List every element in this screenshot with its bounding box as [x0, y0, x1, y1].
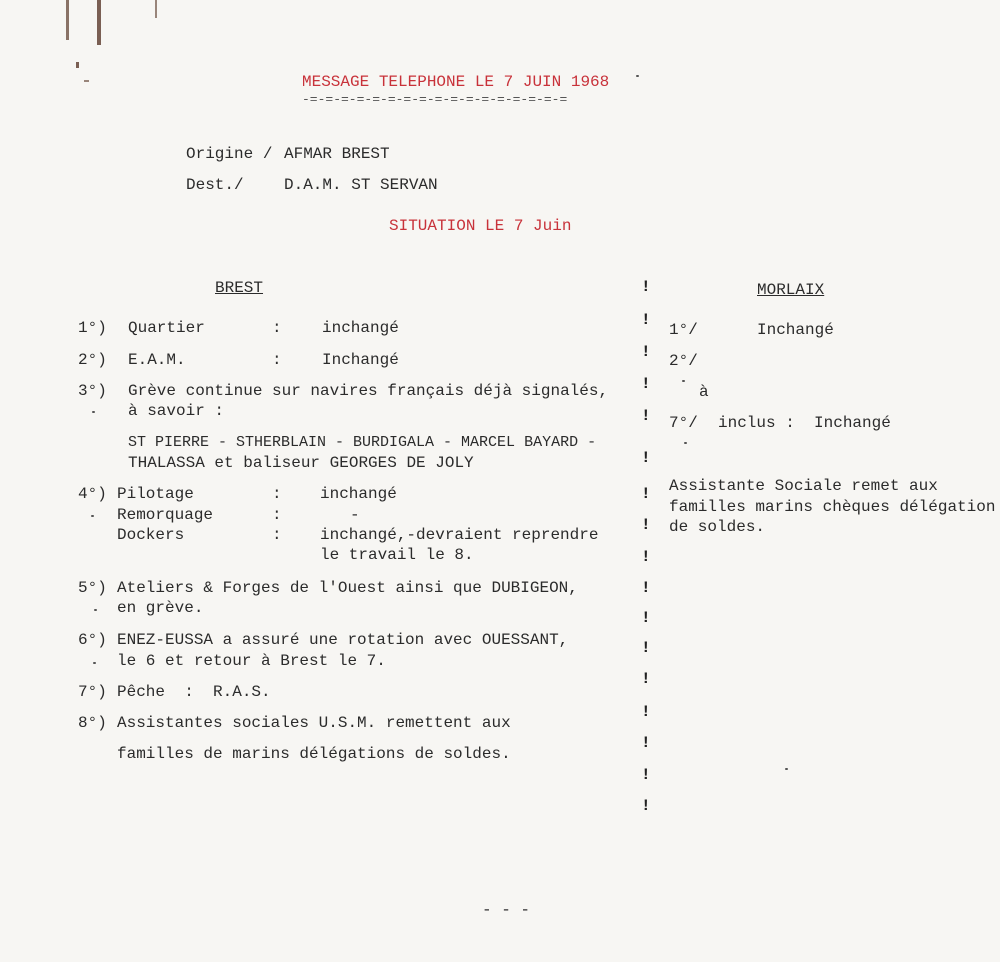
origin-value: AFMAR BREST [284, 145, 390, 163]
item-number: 1°/ [669, 321, 698, 339]
item-number: 6°) [78, 631, 107, 649]
paper-speck [785, 768, 788, 770]
title-underline: -=-=-=-=-=-=-=-=-=-=-=-=-=-=-=-=-= [302, 92, 568, 107]
brest-heading: BREST [215, 279, 264, 297]
column-divider: ! [641, 609, 651, 627]
column-divider: ! [641, 670, 651, 688]
column-divider: ! [641, 516, 651, 534]
column-divider: ! [641, 734, 651, 752]
column-divider: ! [641, 278, 651, 296]
column-divider: ! [641, 407, 651, 425]
page-footer: - - - [482, 901, 531, 919]
paper-speck [636, 75, 639, 77]
item-label: Dockers [117, 526, 185, 544]
item-text: Pêche : R.A.S. [117, 683, 271, 701]
paper-mark [97, 0, 101, 45]
item-number: 3°) [78, 382, 107, 400]
item-text: Assistantes sociales U.S.M. remettent aux [117, 714, 511, 732]
item-text: ENEZ-EUSSA a assuré une rotation avec OUESSANT, [117, 631, 569, 649]
paper-mark [84, 80, 89, 82]
paper-mark [155, 0, 157, 18]
column-divider: ! [641, 311, 651, 329]
item-value: Inchangé [322, 351, 399, 369]
paper-speck [682, 380, 685, 382]
column-divider: ! [641, 766, 651, 784]
paper-speck [93, 662, 96, 664]
column-divider: ! [641, 375, 651, 393]
item-number: 2°/ [669, 352, 698, 370]
item-number: 8°) [78, 714, 107, 732]
item-number: 2°) [78, 351, 107, 369]
morlaix-note: de soldes. [669, 518, 766, 536]
morlaix-note: Assistante Sociale remet aux [669, 477, 938, 495]
column-divider: ! [641, 579, 651, 597]
column-divider: ! [641, 449, 651, 467]
item-text: le travail le 8. [320, 546, 474, 564]
item-text: inclus : Inchangé [718, 414, 891, 432]
paper-speck [684, 442, 687, 444]
column-divider: ! [641, 485, 651, 503]
column-divider: ! [641, 797, 651, 815]
dest-label: Dest./ [186, 176, 244, 194]
item-number: 1°) [78, 319, 107, 337]
ship-list: THALASSA et baliseur GEORGES DE JOLY [128, 454, 474, 472]
item-colon: : [272, 526, 282, 544]
item-colon: : [272, 319, 282, 337]
item-number: 7°) [78, 683, 107, 701]
situation-title: SITUATION LE 7 Juin [389, 217, 572, 235]
item-label: Remorquage [117, 506, 214, 524]
paper-mark [76, 62, 79, 68]
document-title: MESSAGE TELEPHONE LE 7 JUIN 1968 [302, 73, 610, 91]
dest-value: D.A.M. ST SERVAN [284, 176, 438, 194]
item-value: - [350, 506, 360, 524]
item-text: en grève. [117, 599, 204, 617]
paper-speck [92, 411, 95, 413]
morlaix-heading: MORLAIX [757, 281, 825, 299]
item-label: E.A.M. [128, 351, 186, 369]
range-word: à [699, 383, 709, 401]
column-divider: ! [641, 639, 651, 657]
paper-speck [91, 515, 94, 517]
column-divider: ! [641, 343, 651, 361]
item-number: 4°) [78, 485, 107, 503]
paper-speck [94, 609, 97, 611]
item-colon: : [272, 485, 282, 503]
column-divider: ! [641, 703, 651, 721]
item-number: 5°) [78, 579, 107, 597]
item-value: Inchangé [757, 321, 834, 339]
paper-mark [66, 0, 69, 40]
item-value: inchangé,-devraient reprendre [320, 526, 599, 544]
origin-label: Origine / [186, 145, 273, 163]
item-label: Pilotage [117, 485, 194, 503]
item-text: le 6 et retour à Brest le 7. [117, 652, 386, 670]
item-value: inchangé [322, 319, 399, 337]
item-colon: : [272, 506, 282, 524]
item-text: Grève continue sur navires français déjà signalés, [128, 382, 609, 400]
item-text: familles de marins délégations de soldes. [117, 745, 511, 763]
column-divider: ! [641, 548, 651, 566]
ship-list: ST PIERRE - STHERBLAIN - BURDIGALA - MARCEL BAYARD - [128, 434, 597, 451]
item-value: inchangé [320, 485, 397, 503]
item-text: à savoir : [128, 402, 225, 420]
item-text: Ateliers & Forges de l'Ouest ainsi que DUBIGEON, [117, 579, 578, 597]
item-number: 7°/ [669, 414, 698, 432]
morlaix-note: familles marins chèques délégation [669, 498, 996, 516]
item-colon: : [272, 351, 282, 369]
item-label: Quartier [128, 319, 205, 337]
